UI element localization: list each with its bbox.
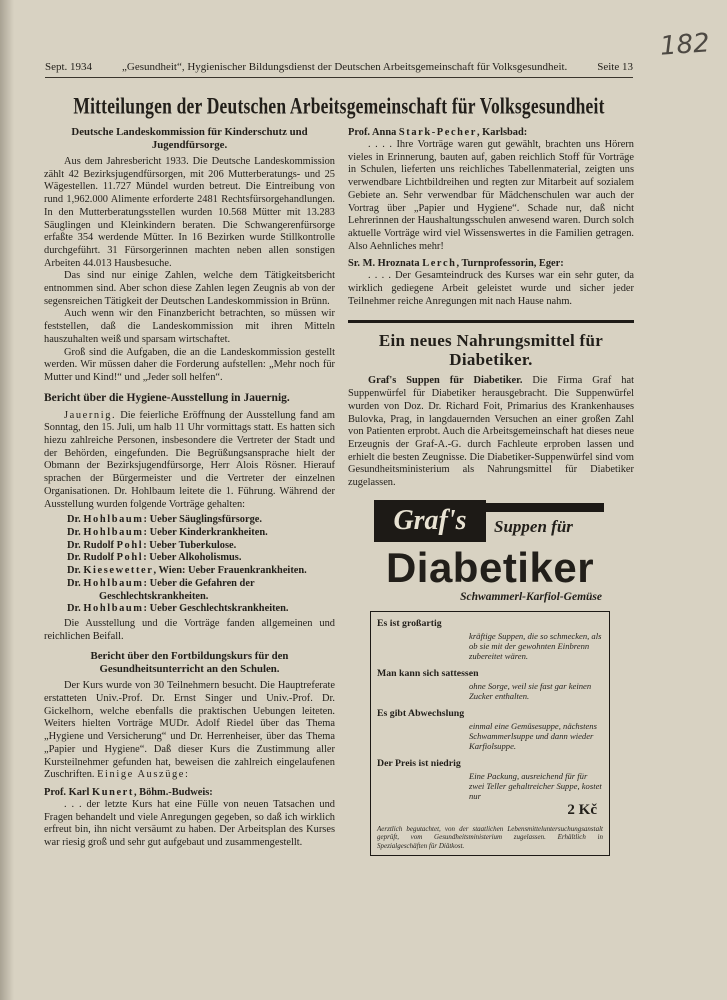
dateline-place: Jauernig. (64, 409, 117, 421)
excerpts-label: Einige Auszüge: (97, 769, 190, 781)
ad-product-prefix: Suppen für (494, 516, 573, 536)
right-column (348, 126, 634, 856)
lecturer-name: Hohlbaum (83, 577, 144, 589)
ad-feature-text: ohne Sorge, weil sie fast gar keinen Zucker enthalten. (469, 680, 592, 701)
lecture-item (44, 603, 335, 616)
header-rule (45, 77, 633, 78)
lecture-topic: Ueber Geschlechtskrankheiten. (149, 603, 289, 615)
testimonial-quote: . . . . Ihre Vorträge waren gut gewählt, brachten uns Hörern vieles in Erinnerung, bauten auf, gaben reichlich Stoff für Vorträge in Schulen, lieferten uns reichliches Tabellenmaterial, zeigten uns verwendbare Lichtbildreihen und regten zur Mitarbeit auf sozialem Gebiete an. Sehr verwendbar für Mädchenschulen war auch der Vortrag über „Papier und Hygiene“. Schade nur, daß nicht Lehrerinnen der Haushaltungsschulen anwesend waren. Durch solch aktuelle Vorträge wird viel Wissenswertes in die Familien getragen. Also Aehnliches mehr! (348, 139, 634, 252)
testimonial-author (348, 126, 634, 139)
lecture-item (44, 527, 335, 540)
landeskommission-article (44, 126, 335, 385)
lecture-item (44, 514, 335, 527)
lecturer-name: Hohlbaum (83, 514, 144, 526)
lecturer-name: Hohlbaum (83, 526, 144, 538)
lecture-topic: Ueber Kinderkrankheiten. (149, 526, 268, 538)
testimonial-quote: . . . der letzte Kurs hat eine Fülle von neuen Tatsachen und Fragen behandelt und viele Anregungen gegeben, so daß ich wirklich erfreut bin, ihn nicht versäumt zu haben. Der Arbeitsplan des Kurses war riesig groß und sehr gut aufgebaut und zusammengestellt. (44, 798, 335, 849)
ad-varieties: Schwammerl-Karfiol-Gemüse (460, 590, 602, 603)
lecturer-suffix: : (143, 577, 147, 589)
lecture-topic: Ueber Alkoholismus. (149, 552, 242, 564)
diabetiker-article (348, 331, 634, 489)
author-title: Sr. M. Hroznata (348, 258, 420, 270)
lecture-topic: Ueber Säuglingsfürsorge. (149, 514, 262, 526)
article-heading: Ein neues Nahrungsmittel für Diabetiker. (378, 331, 604, 370)
ad-price: 2 Kč (567, 801, 597, 818)
ad-feature-text: einmal eine Gemüsesuppe, nächstens Schwammerlsuppe und dann wieder Karfiolsuppe. (469, 720, 597, 751)
lecturer-suffix: : (143, 603, 147, 615)
lecturer-title: Dr. (67, 577, 81, 589)
testimonial-author (44, 786, 335, 799)
ad-banner (370, 500, 610, 546)
masthead-title: Mitteilungen der Deutschen Arbeitsgemeinschaft für Volksgesundheit (73, 92, 605, 119)
ad-fine-print: Aerztlich begutachtet, von der staatlichen Lebensmitteluntersuchungsanstalt geprüft, vom Gesundheitsministerium zugelassen. Erhältlich in Spezialgeschäften für Diätkost. (377, 824, 603, 850)
lecturer-name: Pohl (116, 539, 144, 551)
issue-date: Sept. 1934 (45, 61, 93, 73)
fortbildungskurs-article (44, 650, 335, 849)
article-heading: Bericht über den Fortbildungskurs für den Gesundheitsunterricht an den Schulen. (90, 650, 289, 675)
author-place: , Böhm.-Budweis: (133, 786, 213, 798)
ad-feature-label: Es ist großartig (377, 617, 442, 629)
author-name: Lerch (422, 258, 457, 270)
lecturer-suffix: : (143, 539, 147, 551)
ad-feature-text: Eine Packung, ausreichend für für zwei Teller gehaltreicher Suppe, kostet nur (469, 770, 602, 801)
paragraph-text: Die Firma Graf hat Suppenwürfel für Diabetiker herausgebracht. Die Suppenwürfel wurden von Doz. Dr. Richard Foit, Primarius des Krankenhauses Bulovka, Prag, in langdauernden Versuchen an einer großen Zahl von Patienten erprobt. Auch die Arbeitsgemeinschaft hat dieses neue Erzeugnis der Graf-A.-G. durch Fachleute erproben lassen und erhielt die besten Zeugnisse. Die Diabetiker-Suppenwürfel sind vom Gesundheitsministerium als Nahrungsmittel für Diabetiker zugelassen. (348, 375, 634, 489)
lecture-list (44, 514, 335, 616)
ad-product-name: Diabetiker (385, 543, 595, 591)
lecture-item (44, 552, 335, 565)
lecturer-title: Dr. (67, 514, 81, 526)
page-label: Seite 13 (597, 61, 633, 73)
lecturer-title: Dr. (67, 526, 81, 538)
lecturer-title: Dr. (67, 603, 81, 615)
ad-brand-logo: Graf's (374, 500, 486, 542)
article-heading: Bericht über die Hygiene-Ausstellung in Jauernig. (44, 391, 290, 404)
testimonial-author (348, 257, 634, 270)
article-paragraph: Das sind nur einige Zahlen, welche dem Tätigkeitsbericht entnommen sind. Aber schon diese Zahlen legen Zeugnis ab von der segensreichen Tätigkeit der Deutschen Landeskommission in Brünn. (44, 270, 335, 307)
article-heading: Deutsche Landeskommission für Kinderschutz und Jugendfürsorge. (71, 126, 308, 151)
jauernig-article (44, 391, 335, 644)
lecturer-title: Dr. (67, 565, 81, 577)
author-name: Stark-Pecher (398, 127, 477, 138)
article-paragraph: Aus dem Jahresbericht 1933. Die Deutsche Landeskommission zählt 42 Bezirksjugendfürsorgen, mit 206 Mutterberatungs- und 25 Wägestellen. 11.727 Mündel wurden betreut. Die Eintreibung von rund 1,962.000 Alimente erforderte 2481 Rechtsfürsorgehandlungen. In den Mutterberatungsstellen wurden 10.568 Mütter mit 13.283 Säuglingen und Kleinkindern beraten. Die Schwangerenfürsorge erfaßte 354 werdende Mütter. In 16 Bezirken wurde Stillkontrolle durchgeführt. 31 Fürsorgerinnen machten neben allen sonstigen Arbeiten 44.013 Hausbesuche. (44, 156, 335, 269)
page-edge-shadow (0, 0, 14, 1000)
lecture-topic: Ueber Frauenkrankheiten. (188, 565, 307, 577)
publication-line: „Gesundheit“, Hygienischer Bildungsdienst der Deutschen Arbeitsgemeinschaft für Volksgesundheit. (122, 61, 568, 73)
paragraph-lead: Graf's Suppen für Diabetiker. (368, 375, 523, 387)
ad-feature-label: Es gibt Abwechslung (377, 707, 465, 719)
running-header (45, 60, 633, 74)
author-name: Kunert (92, 786, 134, 798)
ad-feature-label: Man kann sich sattessen (377, 667, 479, 679)
handwritten-page-number: 182 (659, 28, 711, 62)
paragraph-text: Der Kurs wurde von 30 Teilnehmern besucht. Die Hauptreferate erstatteten Univ.-Prof. Dr. Ernst Singer und Univ.-Prof. Dr. Gickelhorn, welche ebenfalls die praktischen Uebungen leiteten. Weiters hielten Vorträge MUDr. Adolf Riedel über das Thema „Hygiene und Versicherung“ und Dr. Herrenheiser, über das Thema „Papier und Hygiene“. Daß dieser Kurs die Zustimmung aller Kursteilnehmer gefunden hat, beweisen die zahlreich eingelaufenen Zuschriften. (44, 680, 335, 781)
author-title: Prof. Karl (44, 786, 90, 798)
article-paragraph (44, 680, 335, 782)
section-divider-rule (348, 320, 634, 323)
lecture-item (44, 540, 335, 553)
author-title: Prof. Anna (348, 127, 397, 138)
testimonial-quote: . . . . Der Gesamteindruck des Kurses war ein sehr guter, da wirklich gediegene Arbeit geleistet wurde und sicher jeder Teilnehmer reiche Anregungen mit nach Hause nahm. (348, 270, 634, 307)
lecturer-suffix: , Wien: (153, 565, 186, 577)
article-paragraph: Die Ausstellung und die Vorträge fanden allgemeinen und reichlichen Beifall. (44, 617, 335, 642)
ad-black-bar (482, 503, 604, 512)
lecturer-title: Dr. Rudolf (67, 552, 114, 564)
lecture-topic: Ueber Tuberkulose. (149, 539, 237, 551)
author-place: , Turnprofessorin, Eger: (456, 258, 564, 270)
lecture-item (44, 578, 335, 603)
lecturer-name: Pohl (116, 552, 144, 564)
author-place: , Karlsbad: (476, 127, 528, 138)
paragraph-text: Die feierliche Eröffnung der Ausstellung fand am Sonntag, den 15. Juli, um halb 11 Uhr vormittags statt. Es hatten sich hiezu zahlreiche Personen, insbesondere die Vertreter der Stadt und der Behörden, eingefunden. Die Begrüßungsansprache hielt der Obmann der Bezirksjugendfürsorge, Herr Alois Rösner. Hierauf sprachen der Bürgermeister und die Vertreter der einzelnen Organisationen. Dr. Hohlbaum leitete die 1. Führung. Während der Ausstellung wurden folgende Vorträge gehalten: (44, 409, 335, 510)
left-column (44, 126, 335, 850)
lecturer-suffix: : (143, 526, 147, 538)
ad-feature-text: kräftige Suppen, die so schmecken, als ob sie mit der gewohnten Einbrenn zubereitet wären. (469, 630, 602, 661)
lecture-item (44, 565, 335, 578)
lecturer-title: Dr. Rudolf (67, 539, 114, 551)
article-paragraph: Auch wenn wir den Finanzbericht betrachten, so müssen wir feststellen, daß die Landeskommission mit ihren Mitteln hauszuhalten weiß und sparsam wirtschaftet. (44, 308, 335, 345)
lecturer-name: Kiesewetter (83, 565, 154, 577)
ad-feature-label: Der Preis ist niedrig (377, 757, 461, 769)
lecturer-suffix: : (143, 552, 147, 564)
article-paragraph: Groß sind die Aufgaben, die an die Landeskommission gestellt werden. Wir müssen daher die Forderung aufstellen: „Mehr noch für Mutter und Kind!“ und „Jeder soll helfen“. (44, 346, 335, 383)
lecturer-name: Hohlbaum (83, 603, 144, 615)
article-paragraph (348, 375, 634, 489)
article-paragraph (44, 410, 335, 512)
ad-feature-box (370, 611, 610, 856)
grafs-advertisement (370, 500, 610, 856)
lecture-topic: Ueber die Gefahren der Geschlechtskrankheiten. (99, 577, 255, 602)
lecturer-suffix: : (143, 514, 147, 526)
